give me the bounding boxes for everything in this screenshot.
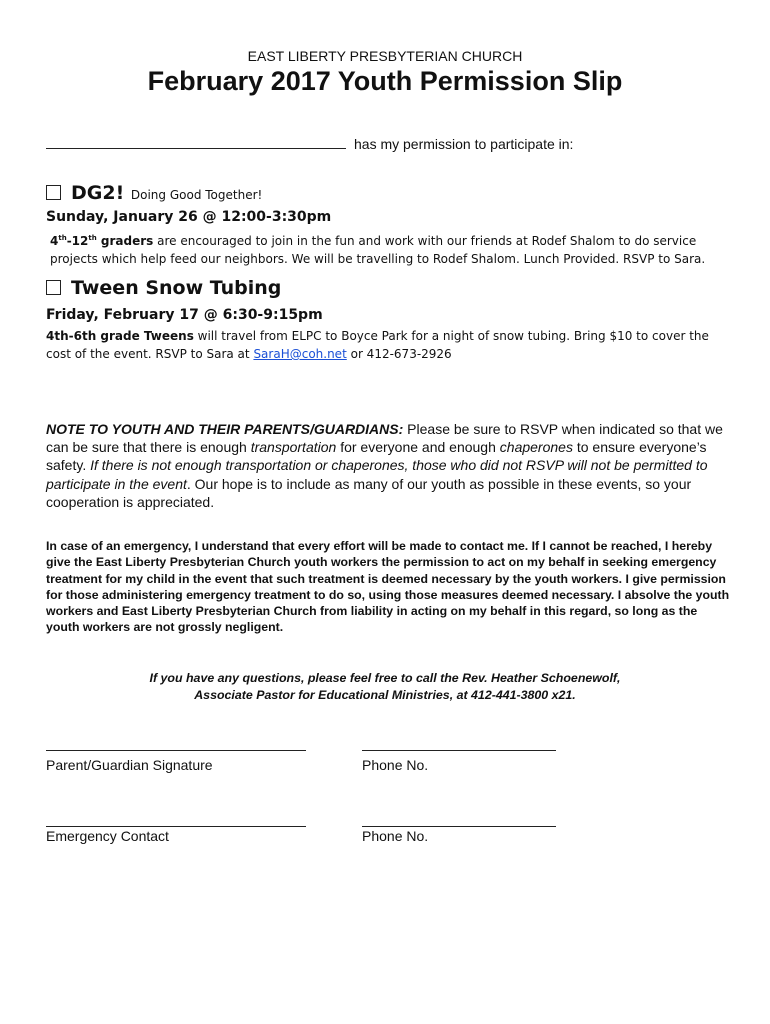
phone-line-2[interactable] (362, 826, 556, 827)
church-name: EAST LIBERTY PRESBYTERIAN CHURCH (247, 48, 523, 64)
dg2-date: Sunday, January 26 @ 12:00-3:30pm (46, 209, 332, 225)
dg2-name: DG2! (71, 182, 125, 204)
child-name-field[interactable] (46, 134, 346, 149)
email-link[interactable]: SaraH@coh.net (253, 347, 347, 361)
parent-signature-label: Parent/Guardian Signature (46, 757, 213, 773)
phone-label-1: Phone No. (362, 757, 429, 773)
page-title: February 2017 Youth Permission Slip (147, 66, 623, 96)
dg2-description: 4th-12th graders are encouraged to join in the fun and work with our friends at Rodef Shalom to do service projects which help feed our neighbors. We will be travelling to Rodef Shalom. Lunch Provided. RSVP to Sara. (50, 234, 706, 266)
phone-line-1[interactable] (362, 750, 556, 751)
phone-label-2: Phone No. (362, 828, 429, 844)
tubing-date: Friday, February 17 @ 6:30-9:15pm (46, 307, 323, 323)
tubing-description: 4th-6th grade Tweens will travel from ELPC to Boyce Park for a night of snow tubing. Bring $10 to cover the cost of the event. RSVP to Sara at SaraH@coh.net or 412-673-2926 (46, 329, 709, 361)
emergency-contact-line[interactable] (46, 826, 306, 827)
dg2-checkbox[interactable] (46, 185, 61, 200)
emergency-consent: In case of an emergency, I understand that every effort will be made to contact me. If I cannot be reached, I hereby give the East Liberty Presbyterian Church youth workers the permission to act on my behalf in seeking emergency treatment for my child in the event that such treatment is deemed necessary by the youth workers. I give permission for those administering emergency treatment to do so, using those measures deemed necessary. I absolve the youth workers and East Liberty Presbyterian Church from liability in acting on my behalf in this regard, so long as the youth workers are not grossly negligent. (46, 539, 730, 635)
dg2-subtitle: Doing Good Together! (130, 188, 263, 202)
parent-signature-line[interactable] (46, 750, 306, 751)
event-tubing-heading (46, 277, 281, 299)
tubing-name: Tween Snow Tubing (71, 277, 282, 299)
permission-line (46, 134, 573, 152)
questions-contact: If you have any questions, please feel free to call the Rev. Heather Schoenewolf, Associate Pastor for Educational Ministries, at 412-441-3800 x21. (149, 671, 621, 702)
tubing-checkbox[interactable] (46, 280, 61, 295)
parents-note: NOTE TO YOUTH AND THEIR PARENTS/GUARDIANS: Please be sure to RSVP when indicated so that we can be sure that there is enough transportation for everyone and enough chaperones to ensure everyone’s safety. If there is not enough transportation or chaperones, those who did not RSVP will not be permitted to participate in the event. Our hope is to include as many of our youth as possible in these events, so your cooperation is appreciated. (46, 421, 723, 510)
permission-text: has my permission to participate in: (354, 136, 574, 152)
event-dg2-heading (46, 182, 262, 204)
emergency-contact-label: Emergency Contact (46, 828, 169, 844)
